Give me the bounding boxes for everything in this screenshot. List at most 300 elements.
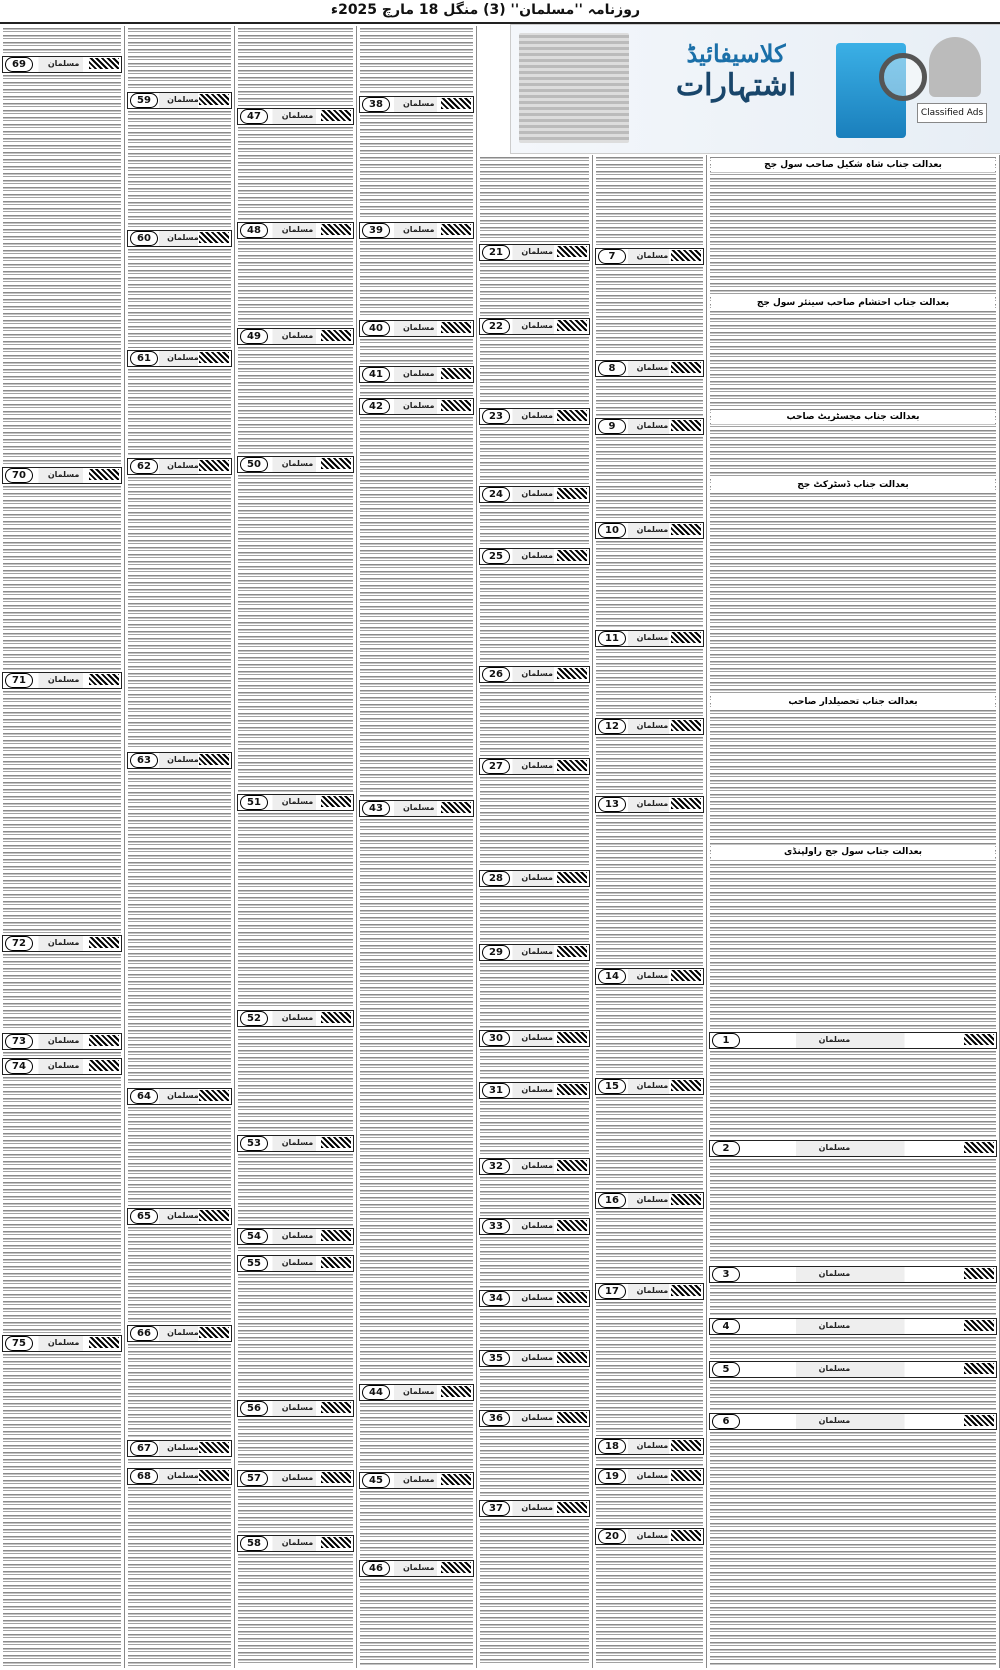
notice-number: 26	[482, 667, 510, 682]
stripe-icon	[89, 1035, 119, 1046]
notice-header	[237, 1470, 354, 1487]
notice-header	[127, 1208, 232, 1225]
notice-brand: مسلمان	[281, 1403, 314, 1412]
classified-banner	[510, 24, 1000, 154]
stripe-icon	[441, 224, 471, 235]
notice-brand: مسلمان	[636, 971, 669, 980]
notice-header	[479, 244, 590, 261]
notice-header	[237, 1010, 354, 1027]
notice-brand: مسلمان	[636, 633, 669, 642]
notice-header	[237, 222, 354, 239]
notice-brand: مسلمان	[636, 721, 669, 730]
notice-header	[127, 1440, 232, 1457]
notice-number: 25	[482, 549, 510, 564]
stripe-icon	[557, 872, 587, 883]
notice-brand: مسلمان	[818, 1035, 851, 1044]
notice-text	[596, 649, 703, 716]
stripe-icon	[557, 320, 587, 331]
notice-brand: مسلمان	[281, 1473, 314, 1482]
notice-brand: مسلمان	[402, 323, 435, 332]
notice-number: 35	[482, 1351, 510, 1366]
notice-brand: مسلمان	[402, 99, 435, 108]
notice-brand: مسلمان	[281, 797, 314, 806]
notice-text	[480, 505, 589, 546]
notice-header	[237, 1400, 354, 1417]
notice-text	[596, 437, 703, 520]
column-c6	[125, 26, 235, 1668]
notice-brand: مسلمان	[402, 369, 435, 378]
notice-header	[479, 666, 590, 683]
masthead	[0, 0, 1000, 24]
notice-header	[237, 1535, 354, 1552]
notice-brand: مسلمان	[402, 401, 435, 410]
column-c5	[235, 26, 357, 1668]
notice-text	[596, 1097, 703, 1190]
notice-text	[710, 1159, 996, 1264]
notice-text	[360, 1403, 473, 1470]
notice-number: 38	[362, 97, 390, 112]
notice-header	[359, 1384, 474, 1401]
notice-header	[595, 522, 704, 539]
notice-text	[128, 249, 231, 348]
notice-header	[127, 752, 232, 769]
column-c3	[477, 155, 593, 1668]
stripe-icon	[321, 458, 351, 469]
notice-number: 64	[130, 1089, 158, 1104]
notice-brand: مسلمان	[281, 1258, 314, 1267]
notice-text	[710, 1337, 996, 1359]
stripe-icon	[557, 1412, 587, 1423]
notice-text	[480, 1177, 589, 1216]
notice-brand: مسلمان	[636, 1286, 669, 1295]
notice-text	[128, 1227, 231, 1323]
notice-number: 67	[130, 1441, 158, 1456]
notice-brand: مسلمان	[281, 1138, 314, 1147]
notice-text	[596, 1547, 703, 1666]
notice-text	[480, 1429, 589, 1498]
notice-number: 30	[482, 1031, 510, 1046]
notice-header	[359, 96, 474, 113]
notice-text	[3, 691, 121, 933]
stripe-icon	[671, 1530, 701, 1541]
stripe-icon	[557, 550, 587, 561]
notice-header	[237, 328, 354, 345]
notice-text	[3, 1354, 121, 1666]
notice-text	[360, 417, 473, 798]
notice-number: 75	[5, 1336, 33, 1351]
notice-number: 11	[598, 631, 626, 646]
stripe-icon	[199, 754, 229, 765]
notice-number: 19	[598, 1469, 626, 1484]
stripe-icon	[321, 330, 351, 341]
stripe-icon	[964, 1034, 994, 1045]
notice-number: 55	[240, 1256, 268, 1271]
notice-number: 13	[598, 797, 626, 812]
notice-number: 53	[240, 1136, 268, 1151]
notice-text	[360, 1579, 473, 1666]
notice-number: 59	[130, 93, 158, 108]
notice-text	[3, 75, 121, 465]
notice-header	[595, 360, 704, 377]
notice-text	[480, 157, 589, 242]
notice-header	[2, 1335, 122, 1352]
notice-brand: مسلمان	[281, 459, 314, 468]
notice-number: 43	[362, 801, 390, 816]
notice-brand: مسلمان	[521, 761, 553, 770]
notice-header	[2, 467, 122, 484]
notice-brand: مسلمان	[47, 1061, 80, 1070]
stripe-icon	[557, 946, 587, 957]
notice-brand: مسلمان	[402, 225, 435, 234]
column-c1	[707, 155, 1000, 1668]
notice-number: 15	[598, 1079, 626, 1094]
notice-text	[3, 486, 121, 670]
notice-brand: مسلمان	[47, 59, 80, 68]
notice-text	[238, 813, 353, 1008]
notice-brand: مسلمان	[167, 233, 199, 242]
newspaper-stack-icon	[519, 33, 629, 143]
notice-brand: مسلمان	[47, 938, 80, 947]
stripe-icon	[441, 368, 471, 379]
notice-text	[596, 737, 703, 794]
stripe-icon	[89, 674, 119, 685]
notice-brand: مسلمان	[167, 1211, 199, 1220]
notice-brand: مسلمان	[636, 799, 669, 808]
notice-header	[359, 222, 474, 239]
notice-header	[127, 458, 232, 475]
stripe-icon	[321, 1137, 351, 1148]
notice-header	[479, 1290, 590, 1307]
stripe-icon	[557, 1084, 587, 1095]
notice-brand: مسلمان	[281, 111, 314, 120]
notice-header	[479, 1082, 590, 1099]
notice-number: 39	[362, 223, 390, 238]
notice-number: 6	[712, 1414, 740, 1429]
stripe-icon	[199, 94, 229, 105]
notice-header	[595, 418, 704, 435]
notice-header	[2, 1058, 122, 1075]
notice-text	[238, 1247, 353, 1253]
notice-number: 54	[240, 1229, 268, 1244]
notice-number: 5	[712, 1362, 740, 1377]
notice-brand: مسلمان	[521, 247, 553, 256]
notice-number: 14	[598, 969, 626, 984]
stripe-icon	[964, 1320, 994, 1331]
stripe-icon	[671, 1080, 701, 1091]
notice-number: 62	[130, 459, 158, 474]
court-heading: بعدالت جناب تحصیلدار صاحب	[711, 695, 995, 709]
notice-number: 36	[482, 1411, 510, 1426]
notice-brand: مسلمان	[636, 363, 669, 372]
notice-text	[238, 127, 353, 220]
notice-brand: مسلمان	[636, 421, 669, 430]
notice-number: 57	[240, 1471, 268, 1486]
notice-brand: مسلمان	[521, 1221, 553, 1230]
notice-header	[595, 1468, 704, 1485]
notice-text	[596, 541, 703, 628]
notice-text	[238, 241, 353, 326]
notice-text	[360, 115, 473, 220]
notice-number: 7	[598, 249, 626, 264]
notice-text	[238, 1154, 353, 1226]
notice-text	[3, 28, 121, 54]
notice-brand: مسلمان	[402, 1475, 435, 1484]
stripe-icon	[671, 524, 701, 535]
notice-number: 48	[240, 223, 268, 238]
notice-number: 32	[482, 1159, 510, 1174]
stripe-icon	[964, 1268, 994, 1279]
stripe-icon	[199, 460, 229, 471]
notice-header	[479, 318, 590, 335]
notice-brand: مسلمان	[818, 1416, 851, 1425]
notice-text	[128, 28, 231, 90]
notice-number: 18	[598, 1439, 626, 1454]
notice-text	[480, 263, 589, 316]
notice-number: 58	[240, 1536, 268, 1551]
notice-brand: مسلمان	[281, 1231, 314, 1240]
stripe-icon	[557, 410, 587, 421]
notice-number: 70	[5, 468, 33, 483]
notice-brand: مسلمان	[521, 873, 553, 882]
notice-header	[595, 1528, 704, 1545]
notice-header	[2, 56, 122, 73]
notice-brand: مسلمان	[47, 1036, 80, 1045]
stripe-icon	[671, 720, 701, 731]
notice-brand: مسلمان	[521, 1033, 553, 1042]
stripe-icon	[671, 798, 701, 809]
stripe-icon	[671, 420, 701, 431]
stripe-icon	[557, 1502, 587, 1513]
notice-header	[127, 1088, 232, 1105]
notice-text	[480, 685, 589, 756]
notice-brand: مسلمان	[521, 1353, 553, 1362]
notice-text	[238, 1274, 353, 1398]
notice-header	[359, 320, 474, 337]
notice-header	[479, 1500, 590, 1517]
notice-header	[127, 230, 232, 247]
notice-header	[359, 398, 474, 415]
notice-number: 21	[482, 245, 510, 260]
court-heading: بعدالت جناب مجسٹریٹ صاحب	[711, 410, 995, 424]
notice-number: 47	[240, 109, 268, 124]
notice-text	[710, 1432, 996, 1666]
notice-text	[360, 1491, 473, 1558]
banner-title-line2: اشتہارات	[675, 68, 797, 103]
notice-number: 29	[482, 945, 510, 960]
notice-text	[596, 267, 703, 358]
notice-text	[3, 1077, 121, 1333]
notice-brand: مسلمان	[818, 1269, 851, 1278]
notice-brand: مسلمان	[521, 1085, 553, 1094]
notice-number: 8	[598, 361, 626, 376]
notice-text	[596, 987, 703, 1076]
notice-header	[237, 1255, 354, 1272]
notice-brand: مسلمان	[521, 489, 553, 498]
notice-brand: مسلمان	[636, 1531, 669, 1540]
banner-title	[646, 39, 826, 103]
notice-number: 3	[712, 1267, 740, 1282]
notice-header	[2, 1033, 122, 1050]
date-line: روزنامہ ''مسلمان'' (3) منگل 18 مارچ 2025ء	[330, 2, 640, 18]
notice-text	[480, 889, 589, 942]
notice-brand: مسلمان	[47, 470, 80, 479]
court-heading: بعدالت جناب شاہ شکیل صاحب سول جج	[711, 158, 995, 172]
notice-number: 22	[482, 319, 510, 334]
stripe-icon	[557, 1032, 587, 1043]
notice-header	[479, 758, 590, 775]
notice-header	[595, 796, 704, 813]
notice-header	[237, 456, 354, 473]
notice-header	[479, 408, 590, 425]
stripe-icon	[557, 488, 587, 499]
notice-text	[596, 379, 703, 416]
column-c7	[0, 26, 125, 1668]
notice-brand: مسلمان	[521, 1161, 553, 1170]
stripe-icon	[199, 1470, 229, 1481]
stripe-icon	[441, 400, 471, 411]
notice-brand: مسلمان	[281, 1013, 314, 1022]
notice-header	[127, 350, 232, 367]
stripe-icon	[321, 224, 351, 235]
stripe-icon	[199, 1090, 229, 1101]
notice-text	[710, 1380, 996, 1411]
notice-brand: مسلمان	[521, 321, 553, 330]
notice-header	[359, 1472, 474, 1489]
notice-number: 16	[598, 1193, 626, 1208]
notice-text	[238, 1554, 353, 1666]
notice-brand: مسلمان	[818, 1143, 851, 1152]
notice-text	[128, 1344, 231, 1438]
notice-text	[128, 1107, 231, 1206]
notice-number: 65	[130, 1209, 158, 1224]
notice-text	[710, 1285, 996, 1316]
notice-header	[709, 1361, 997, 1378]
magnifier-icon	[879, 53, 927, 101]
stripe-icon	[199, 1210, 229, 1221]
notice-text	[596, 157, 703, 246]
notice-number: 68	[130, 1469, 158, 1484]
notice-brand: مسلمان	[47, 1338, 80, 1347]
notice-header	[359, 800, 474, 817]
notice-text	[480, 1519, 589, 1666]
banner-title-line1: کلاسیفائیڈ	[686, 39, 786, 68]
stripe-icon	[964, 1415, 994, 1426]
notice-brand: مسلمان	[636, 1471, 669, 1480]
notice-text	[3, 1052, 121, 1056]
stripe-icon	[199, 1442, 229, 1453]
notice-header	[595, 1192, 704, 1209]
notice-number: 51	[240, 795, 268, 810]
notice-header	[595, 1078, 704, 1095]
notice-number: 12	[598, 719, 626, 734]
notice-number: 28	[482, 871, 510, 886]
notice-header	[479, 944, 590, 961]
notice-text	[596, 1302, 703, 1436]
stripe-icon	[441, 1562, 471, 1573]
notice-header	[479, 1350, 590, 1367]
notice-number: 72	[5, 936, 33, 951]
notice-brand: مسلمان	[636, 251, 669, 260]
notice-number: 31	[482, 1083, 510, 1098]
notice-brand: مسلمان	[167, 461, 199, 470]
notice-header	[479, 870, 590, 887]
notice-header	[479, 486, 590, 503]
notice-text	[596, 1211, 703, 1281]
notice-number: 33	[482, 1219, 510, 1234]
person-icon	[929, 37, 981, 97]
stripe-icon	[557, 1220, 587, 1231]
stripe-icon	[557, 668, 587, 679]
notice-number: 27	[482, 759, 510, 774]
stripe-icon	[671, 1194, 701, 1205]
notice-number: 1	[712, 1033, 740, 1048]
notice-header	[709, 1318, 997, 1335]
stripe-icon	[199, 352, 229, 363]
court-heading: بعدالت جناب ڈسٹرکٹ جج	[711, 478, 995, 492]
notice-header	[479, 1410, 590, 1427]
notice-brand: مسلمان	[281, 225, 314, 234]
notice-text	[710, 1051, 996, 1138]
stripe-icon	[321, 1257, 351, 1268]
stripe-icon	[199, 232, 229, 243]
stripe-icon	[321, 796, 351, 807]
notice-brand: مسلمان	[818, 1364, 851, 1373]
notice-brand: مسلمان	[281, 331, 314, 340]
notice-text	[238, 475, 353, 792]
notice-brand: مسلمان	[521, 669, 553, 678]
stripe-icon	[557, 1160, 587, 1171]
notice-header	[709, 1140, 997, 1157]
stripe-icon	[321, 1537, 351, 1548]
notice-text	[128, 477, 231, 750]
notice-text	[238, 1029, 353, 1133]
notice-text	[480, 1049, 589, 1080]
notice-text	[360, 385, 473, 396]
stripe-icon	[441, 802, 471, 813]
notice-brand: مسلمان	[521, 411, 553, 420]
notice-header	[709, 1266, 997, 1283]
stripe-icon	[321, 1230, 351, 1241]
notice-header	[595, 248, 704, 265]
notice-number: 61	[130, 351, 158, 366]
column-c2	[593, 155, 707, 1668]
notice-brand: مسلمان	[167, 353, 199, 362]
notice-number: 17	[598, 1284, 626, 1299]
notice-number: 2	[712, 1141, 740, 1156]
notice-text	[596, 1487, 703, 1526]
notice-header	[479, 548, 590, 565]
notice-brand: مسلمان	[636, 1081, 669, 1090]
notice-number: 44	[362, 1385, 390, 1400]
stripe-icon	[964, 1363, 994, 1374]
stripe-icon	[89, 1060, 119, 1071]
court-heading: بعدالت جناب احتشام صاحب سینئر سول جج	[711, 296, 995, 310]
notice-header	[2, 672, 122, 689]
stripe-icon	[557, 1352, 587, 1363]
notice-number: 9	[598, 419, 626, 434]
notice-text	[596, 1457, 703, 1466]
stripe-icon	[557, 246, 587, 257]
stripe-icon	[671, 1285, 701, 1296]
stripe-icon	[89, 1337, 119, 1348]
notice-text	[480, 1237, 589, 1288]
notice-number: 66	[130, 1326, 158, 1341]
notice-header	[237, 1135, 354, 1152]
stripe-icon	[89, 58, 119, 69]
notice-brand: مسلمان	[167, 1471, 199, 1480]
notice-number: 46	[362, 1561, 390, 1576]
notice-text	[128, 111, 231, 228]
